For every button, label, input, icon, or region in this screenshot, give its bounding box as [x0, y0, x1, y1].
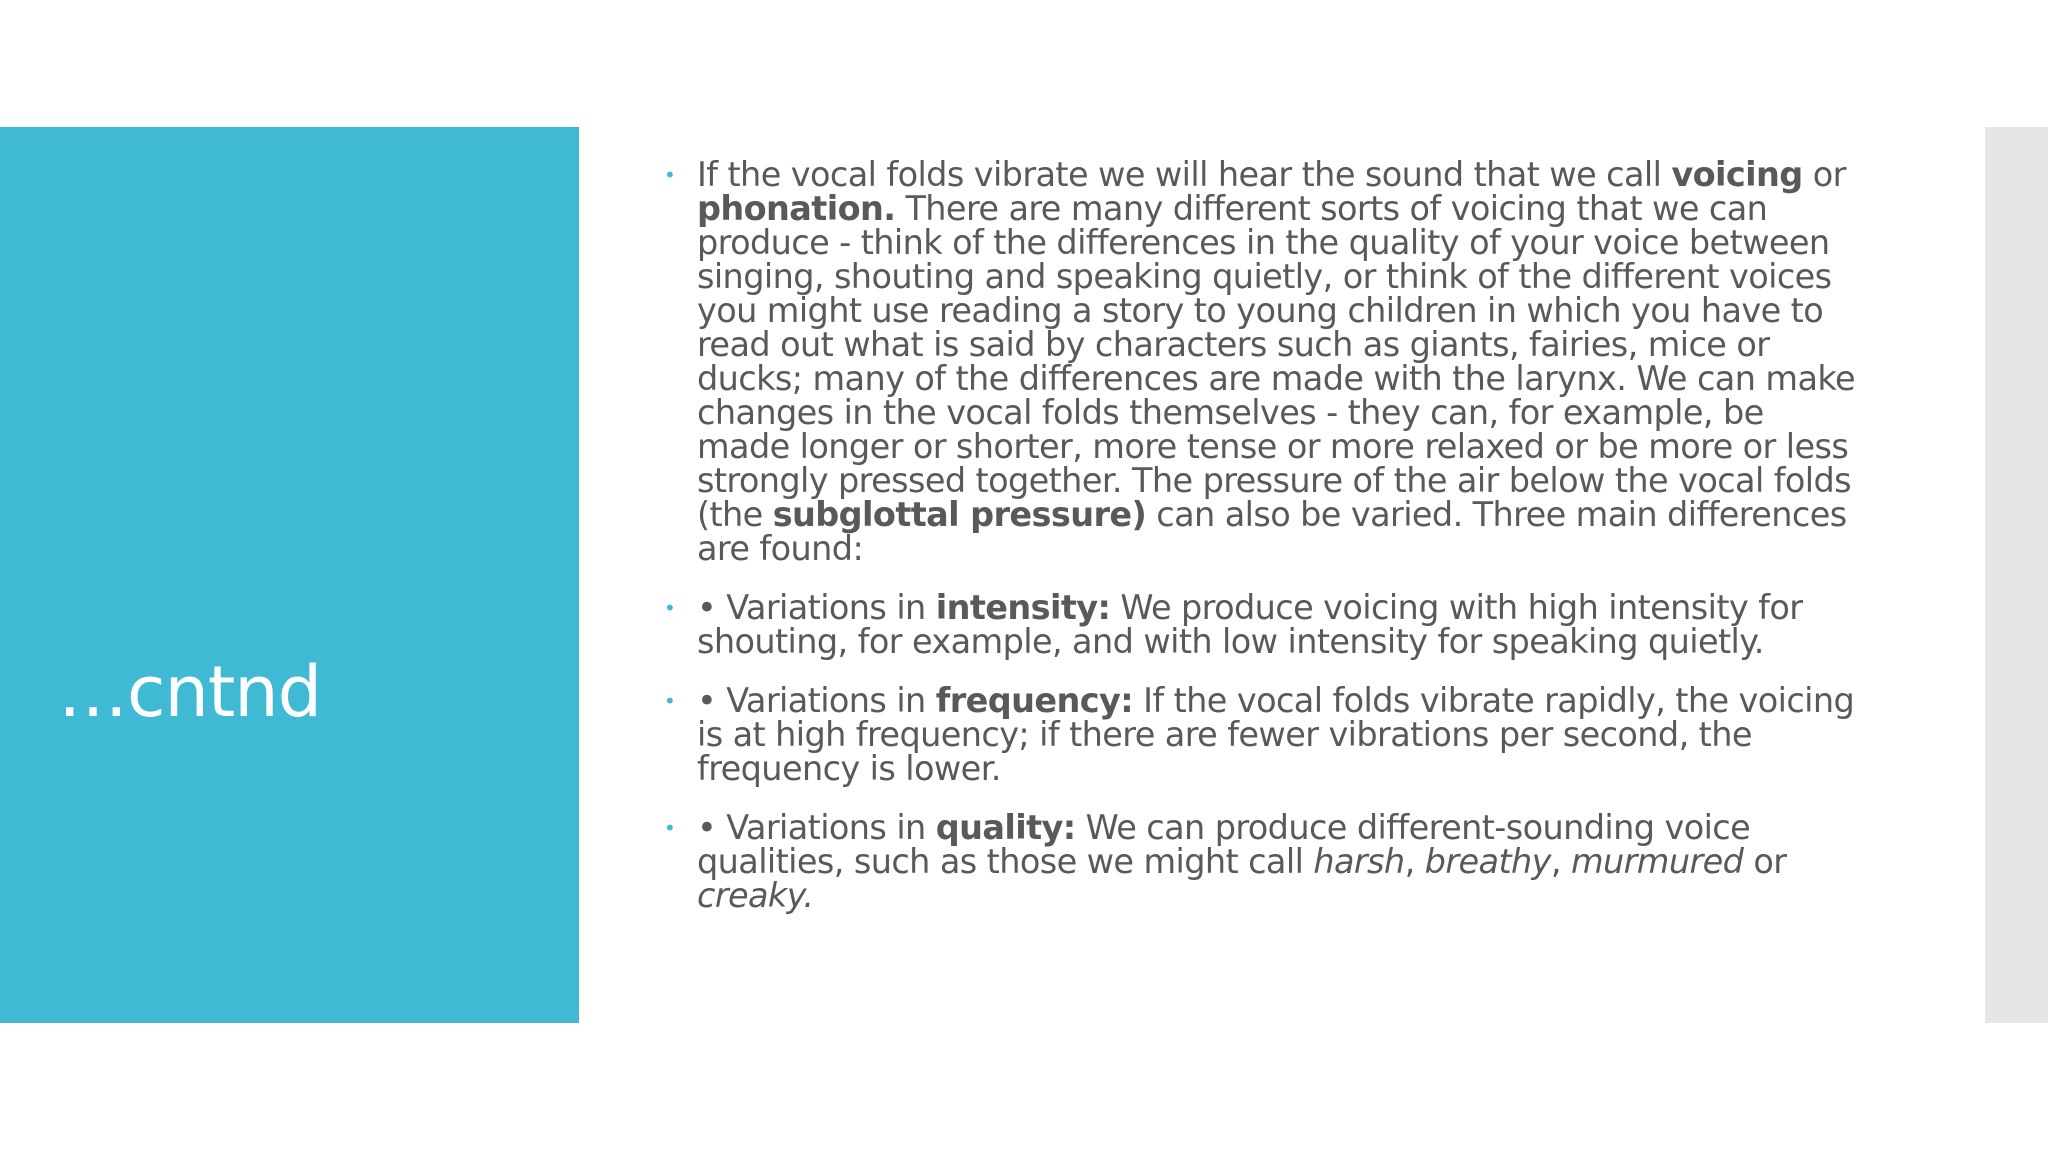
bold-term-quality: quality: — [935, 808, 1076, 847]
bold-term-phonation: phonation. — [697, 189, 896, 228]
bullet-list — [664, 155, 1864, 938]
bullet-item-quality — [664, 808, 1864, 915]
slide-title: …cntnd — [58, 651, 322, 733]
italic-term-murmured: murmured — [1570, 842, 1744, 881]
bullet-text — [697, 155, 1864, 568]
text-run: , — [1404, 842, 1425, 881]
bold-term-intensity: intensity: — [935, 588, 1111, 627]
text-run: If the vocal folds vibrate we will hear the sound that we call — [697, 155, 1672, 194]
bullet-marker: • — [664, 689, 676, 713]
bullet-text — [697, 808, 1864, 915]
italic-term-breathy: breathy — [1424, 842, 1551, 881]
text-run: We can produce different-sounding voice qualities, such as those we might call — [697, 808, 1751, 881]
text-run: or — [1802, 155, 1846, 194]
bullet-text — [697, 681, 1864, 788]
text-run: If the vocal folds vibrate rapidly, the voicing is at high frequency; if there are fewer vibrations per second, the frequency is lower. — [697, 681, 1855, 788]
right-accent-strip — [1985, 127, 2048, 1023]
text-run: We produce voicing with high intensity for shouting, for example, and with low intensity for speaking quietly. — [697, 588, 1803, 661]
bullet-marker: • — [664, 163, 676, 187]
text-run: • Variations in — [697, 681, 936, 720]
italic-term-harsh: harsh — [1313, 842, 1405, 881]
text-run: can also be varied. Three main differences are found: — [697, 495, 1847, 568]
bullet-marker: • — [664, 596, 676, 620]
bullet-item-intensity — [664, 588, 1864, 661]
text-run: • Variations in — [697, 588, 936, 627]
title-panel — [0, 127, 579, 1023]
italic-term-creaky: creaky. — [697, 876, 814, 915]
text-run: or — [1743, 842, 1787, 881]
bold-term-frequency: frequency: — [935, 681, 1134, 720]
text-run: , — [1550, 842, 1571, 881]
bullet-marker: • — [664, 816, 676, 840]
text-run: • Variations in — [697, 808, 936, 847]
text-run: There are many different sorts of voicing that we can produce - think of the differences in the quality of your voice between singing, shouting and speaking quietly, or think of the different voices you might use reading a story to young children in which you have to read out what is said by characters such as giants, fairies, mice or ducks; many of the differences are made with the larynx. We can make changes in the vocal folds themselves - they can, for example, be made longer or shorter, more tense or more relaxed or be more or less strongly pressed together. The pressure of the air below the vocal folds (the — [697, 189, 1855, 534]
bullet-item-voicing — [664, 155, 1864, 568]
bullet-text — [697, 588, 1864, 661]
bold-term-voicing: voicing — [1671, 155, 1803, 194]
bullet-item-frequency — [664, 681, 1864, 788]
bold-term-subglottal-pressure: subglottal pressure) — [772, 495, 1147, 534]
